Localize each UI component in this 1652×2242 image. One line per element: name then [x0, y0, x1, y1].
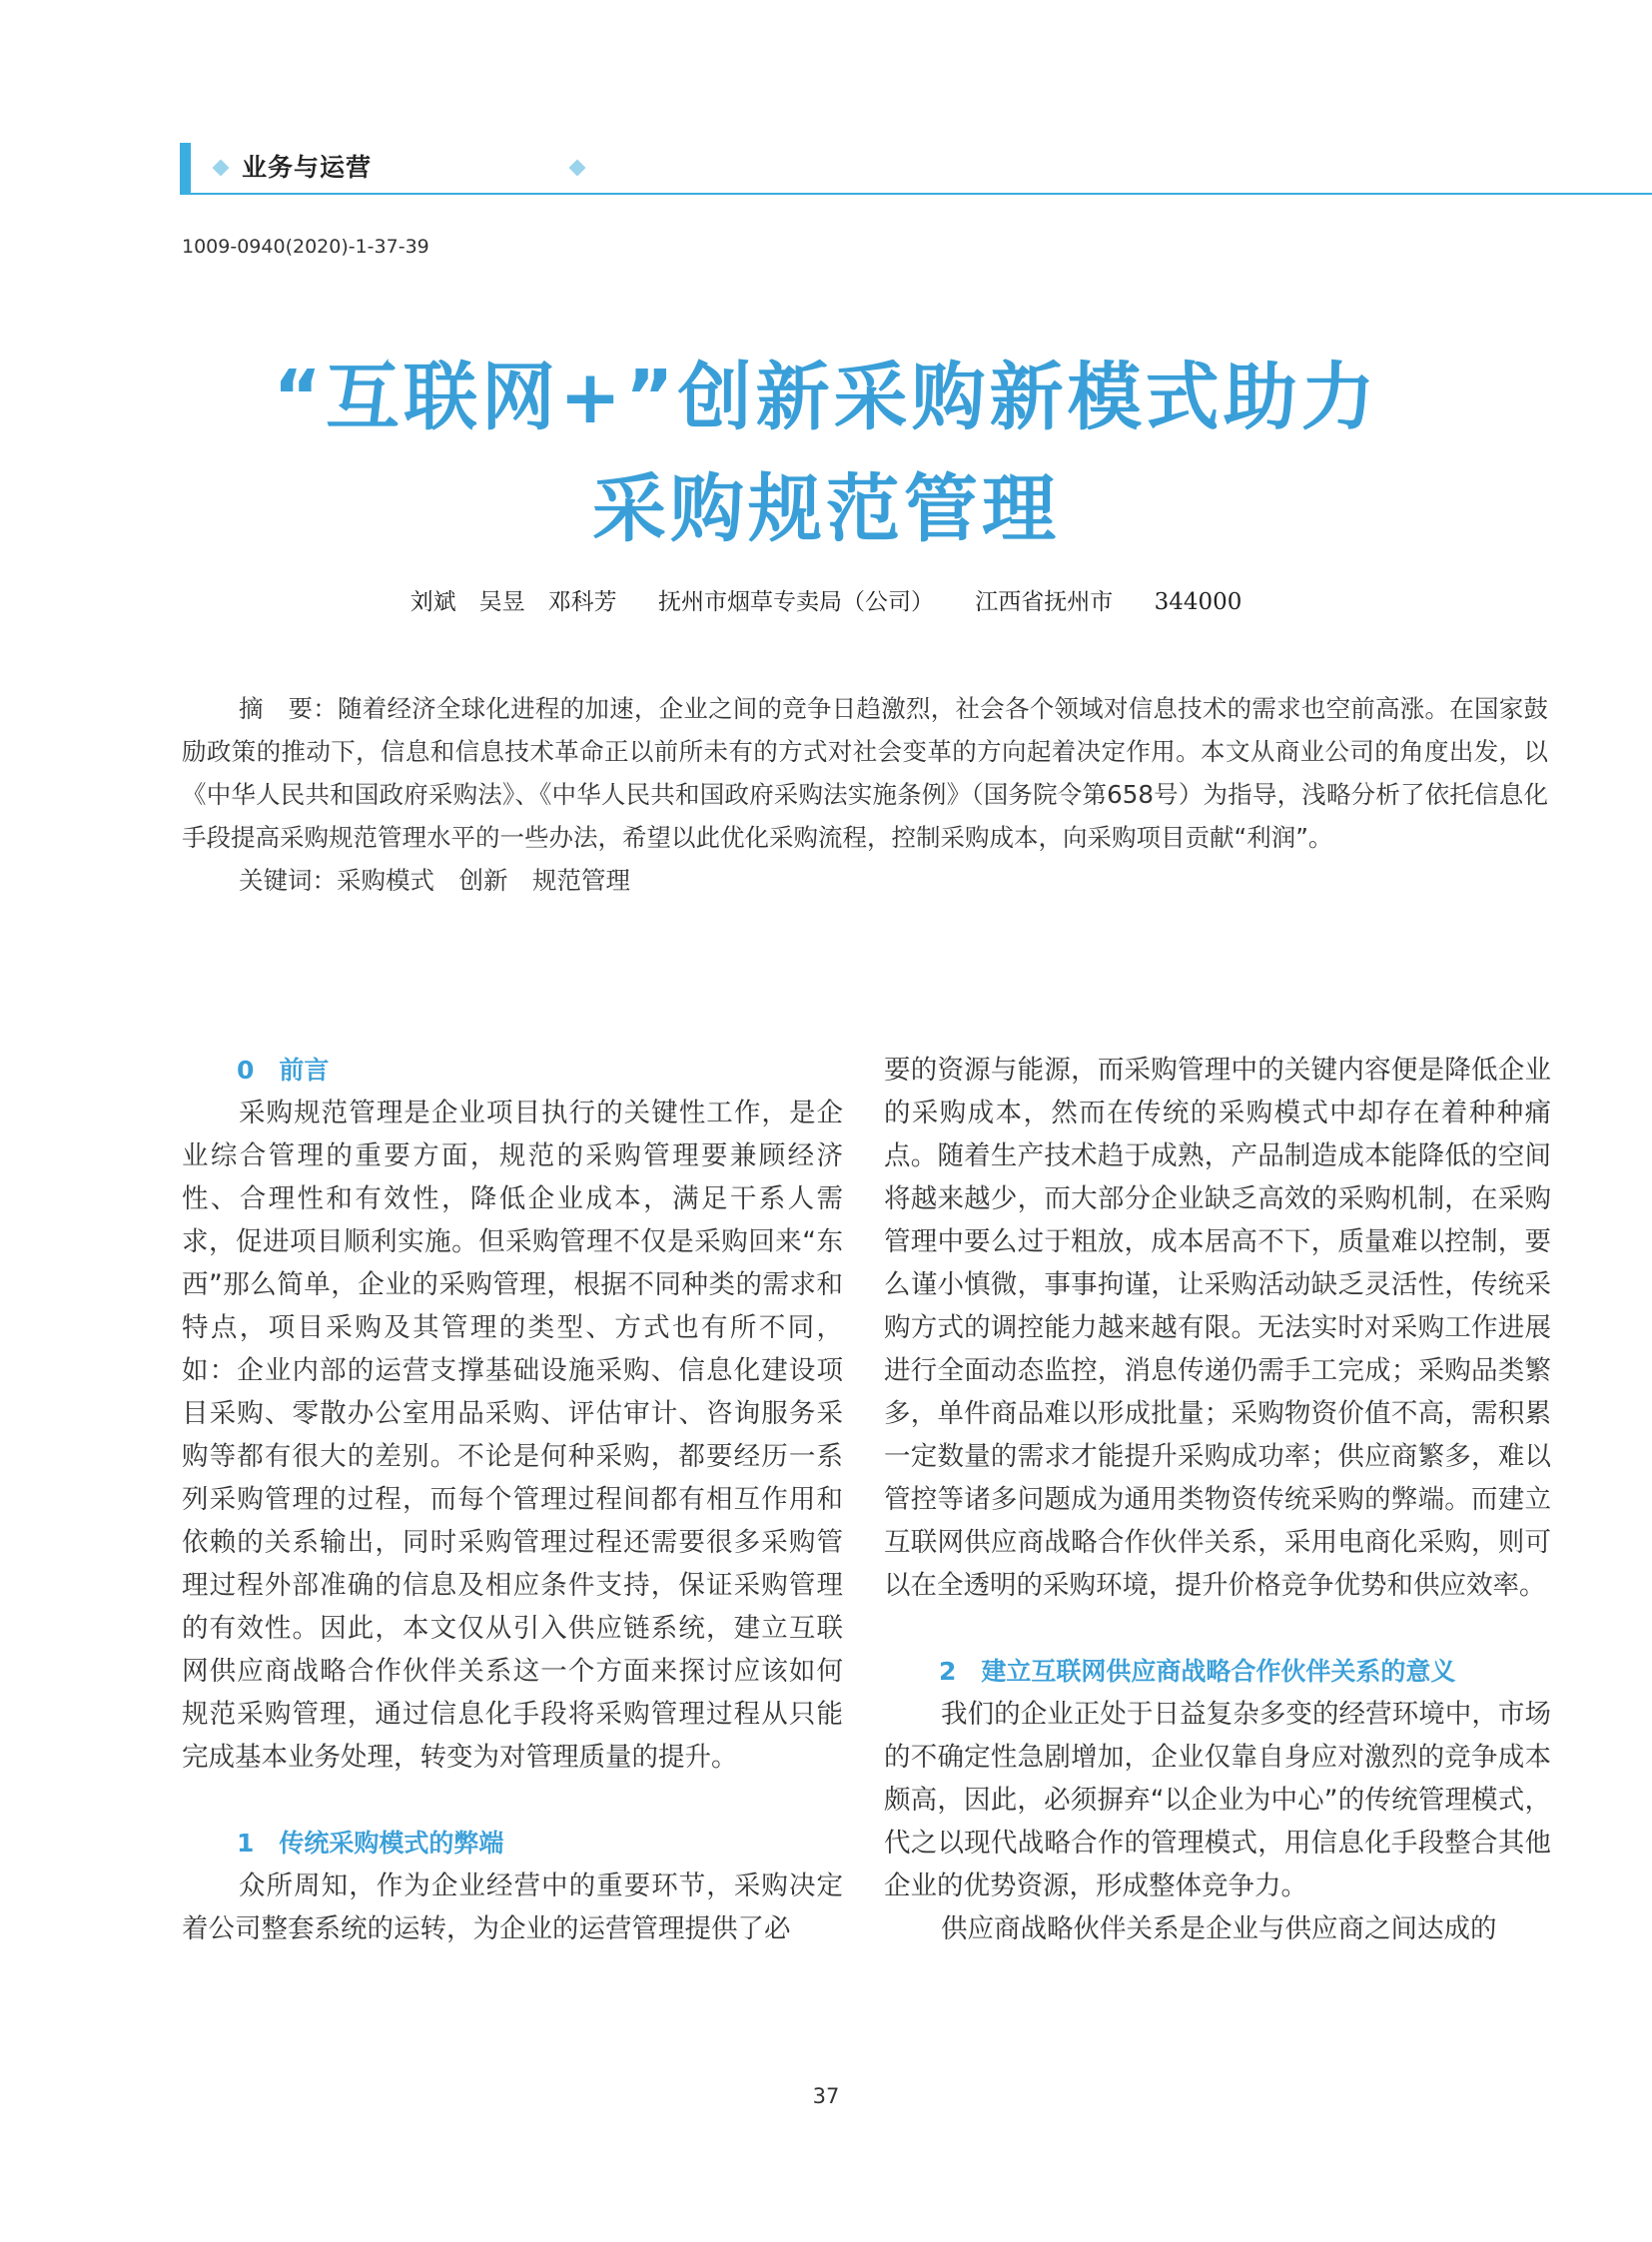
document-id: 1009-0940(2020)-1-37-39 [182, 236, 429, 258]
page-number: 37 [812, 2084, 840, 2108]
body-column-right [884, 1049, 1551, 1950]
keywords: 关键词：采购模式 创新 规范管理 [239, 866, 630, 895]
author-names: 刘斌 吴昱 邓科芳 [410, 589, 617, 615]
article-title-line-1: “互联网+”创新采购新模式助力 [273, 355, 1379, 440]
paragraph-preface: 采购规范管理是企业项目执行的关键性工作，是企业综合管理的重要方面，规范的采购管理要兼顾经济性、合理性和有效性，降低企业成本，满足干系人需求，促进项目顺利实施。但采购管理不仅是采购回来“东西”那么简单，企业的采购管理，根据不同种类的需求和特点，项目采购及其管理的类型、方式也有所不同，如：企业内部的运营支撑基础设施采购、信息化建设项目采购、零散办公室用品采购、评估审计、咨询服务采购等都有很大的差别。不论是何种采购，都要经历一系列采购管理的过程，而每个管理过程间都有相互作用和依赖的关系输出，同时采购管理过程还需要很多采购管理过程外部准确的信息及相应条件支持，保证采购管理的有效性。因此，本文仅从引入供应链系统，建立互联网供应商战略合作伙伴关系这一个方面来探讨应该如何规范采购管理，通过信息化手段将采购管理过程从只能完成基本业务处理，转变为对管理质量的提升。 [182, 1098, 843, 1773]
article-title-line-2: 采购规范管理 [592, 466, 1060, 552]
section-header [180, 143, 1652, 195]
abstract [182, 687, 1548, 902]
diamond-icon [213, 160, 230, 177]
author-line [0, 583, 1652, 616]
diamond-icon [569, 160, 586, 177]
paragraph-section1-start: 众所周知，作为企业经营中的重要环节，采购决定着公司整套系统的运转，为企业的运营管理提供了必 [182, 1870, 843, 1944]
heading-1-traditional-drawbacks: 1 传统采购模式的弊端 [237, 1829, 504, 1858]
abstract-text: 摘 要：随着经济全球化进程的加速，企业之间的竞争日趋激烈，社会各个领域对信息技术的需求也空前高涨。在国家鼓励政策的推动下，信息和信息技术革命正以前所未有的方式对社会变革的方向起着决定作用。本文从商业公司的角度出发，以《中华人民共和国政府采购法》、《中华人民共和国政府采购法实施条例》（国务院令第658号）为指导，浅略分析了依托信息化手段提高采购规范管理水平的一些办法，希望以此优化采购流程，控制采购成本，向采购项目贡献“利润”。 [182, 694, 1548, 852]
author-organization: 抚州市烟草专卖局（公司） [657, 589, 934, 615]
paragraph-section2-next: 供应商战略伙伴关系是企业与供应商之间达成的 [941, 1913, 1497, 1944]
author-location: 江西省抚州市 [975, 589, 1114, 615]
paragraph-section1-continued: 要的资源与能源，而采购管理中的关键内容便是降低企业的采购成本，然而在传统的采购模式中却存在着种种痛点。随着生产技术趋于成熟，产品制造成本能降低的空间将越来越少，而大部分企业缺乏高效的采购机制，在采购管理中要么过于粗放，成本居高不下，质量难以控制，要么谨小慎微，事事拘谨，让采购活动缺乏灵活性，传统采购方式的调控能力越来越有限。无法实时对采购工作进展进行全面动态监控，消息传递仍需手工完成；采购品类繁多，单件商品难以形成批量；采购物资价值不高，需积累一定数量的需求才能提升采购成功率；供应商繁多，难以管控等诸多问题成为通用类物资传统采购的弊端。而建立互联网供应商战略合作伙伴关系，采用电商化采购，则可以在全透明的采购环境，提升价格竞争优势和供应效率。 [884, 1055, 1551, 1601]
body-column-left [182, 1049, 843, 1950]
paragraph-section2: 我们的企业正处于日益复杂多变的经营环境中，市场的不确定性急剧增加，企业仅靠自身应对激烈的竞争成本颇高，因此，必须摒弃“以企业为中心”的传统管理模式，代之以现代战略合作的管理模式，用信息化手段整合其他企业的优势资源，形成整体竞争力。 [884, 1699, 1551, 1901]
section-accent-bar [180, 143, 191, 195]
author-postcode: 344000 [1154, 589, 1242, 615]
section-rule [191, 193, 1652, 195]
heading-2-partnership-significance: 2 建立互联网供应商战略合作伙伴关系的意义 [939, 1657, 1456, 1686]
section-label: 业务与运营 [242, 153, 373, 182]
heading-0-preface: 0 前言 [237, 1056, 330, 1085]
